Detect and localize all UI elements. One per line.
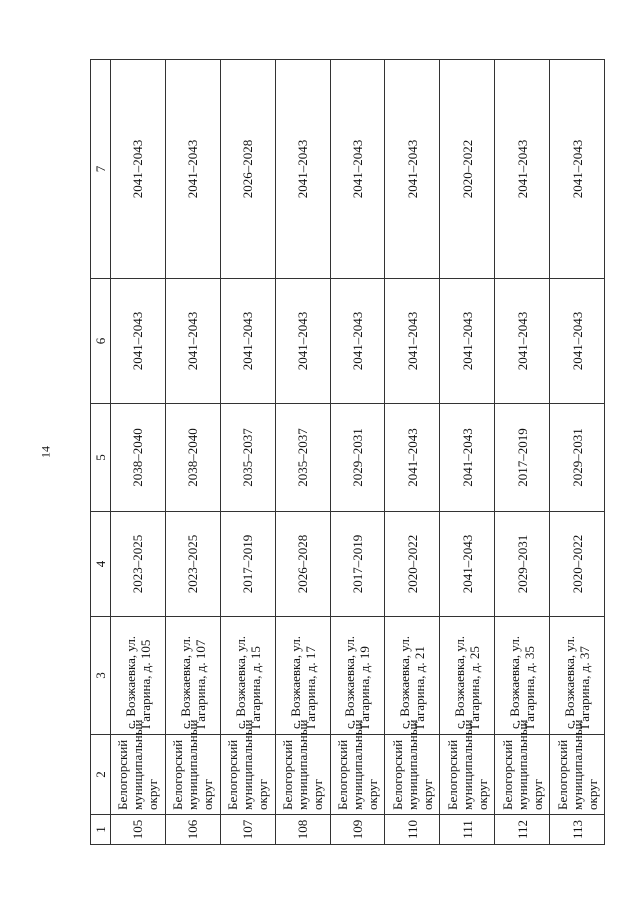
address-cell: с. Возжаевка, ул. Гагарина, д. 19 (330, 617, 385, 735)
row-number: 106 (165, 815, 220, 845)
column-header-2: 2 (91, 735, 111, 815)
row-number: 112 (495, 815, 550, 845)
page-number: 14 (38, 446, 53, 458)
period-col6-cell: 2041–2043 (111, 279, 166, 404)
district-cell: Белогорский муниципальный округ (440, 735, 495, 815)
table-container (90, 60, 605, 845)
column-header-5: 5 (91, 404, 111, 512)
period-col6-cell: 2041–2043 (330, 279, 385, 404)
table-row (275, 60, 330, 845)
address-cell: с. Возжаевка, ул. Гагарина, д. 37 (550, 617, 605, 735)
period-col6-cell: 2041–2043 (495, 279, 550, 404)
row-number: 105 (111, 815, 166, 845)
period-col5-cell: 2038–2040 (165, 404, 220, 512)
period-col4-cell: 2023–2025 (111, 512, 166, 617)
district-cell: Белогорский муниципальный округ (275, 735, 330, 815)
district-cell: Белогорский муниципальный округ (385, 735, 440, 815)
period-col6-cell: 2041–2043 (275, 279, 330, 404)
period-col6-cell: 2041–2043 (385, 279, 440, 404)
period-col6-cell: 2041–2043 (220, 279, 275, 404)
period-col7-cell: 2041–2043 (550, 60, 605, 279)
table-row (440, 60, 495, 845)
period-col6-cell: 2041–2043 (440, 279, 495, 404)
district-cell: Белогорский муниципальный округ (330, 735, 385, 815)
column-header-4: 4 (91, 512, 111, 617)
period-col4-cell: 2017–2019 (220, 512, 275, 617)
period-col5-cell: 2029–2031 (550, 404, 605, 512)
district-cell: Белогорский муниципальный округ (495, 735, 550, 815)
row-number: 109 (330, 815, 385, 845)
period-col4-cell: 2041–2043 (440, 512, 495, 617)
row-number: 113 (550, 815, 605, 845)
period-col4-cell: 2023–2025 (165, 512, 220, 617)
period-col5-cell: 2017–2019 (495, 404, 550, 512)
table-row (111, 60, 166, 845)
period-col7-cell: 2026–2028 (220, 60, 275, 279)
column-header-1: 1 (91, 815, 111, 845)
district-cell: Белогорский муниципальный округ (220, 735, 275, 815)
column-header-7: 7 (91, 60, 111, 279)
period-col4-cell: 2020–2022 (385, 512, 440, 617)
header-row (91, 60, 111, 845)
schedule-table (90, 59, 605, 845)
period-col7-cell: 2041–2043 (330, 60, 385, 279)
period-col5-cell: 2041–2043 (440, 404, 495, 512)
row-number: 110 (385, 815, 440, 845)
table-row (550, 60, 605, 845)
period-col7-cell: 2041–2043 (385, 60, 440, 279)
period-col4-cell: 2029–2031 (495, 512, 550, 617)
period-col4-cell: 2017–2019 (330, 512, 385, 617)
table-row (220, 60, 275, 845)
period-col7-cell: 2041–2043 (111, 60, 166, 279)
period-col5-cell: 2029–2031 (330, 404, 385, 512)
table-row (330, 60, 385, 845)
district-cell: Белогорский муниципальный округ (111, 735, 166, 815)
district-cell: Белогорский муниципальный округ (165, 735, 220, 815)
row-number: 108 (275, 815, 330, 845)
address-cell: с. Возжаевка, ул. Гагарина, д. 15 (220, 617, 275, 735)
period-col6-cell: 2041–2043 (165, 279, 220, 404)
period-col5-cell: 2035–2037 (220, 404, 275, 512)
address-cell: с. Возжаевка, ул. Гагарина, д. 21 (385, 617, 440, 735)
address-cell: с. Возжаевка, ул. Гагарина, д. 107 (165, 617, 220, 735)
table-row (165, 60, 220, 845)
period-col4-cell: 2026–2028 (275, 512, 330, 617)
row-number: 107 (220, 815, 275, 845)
period-col7-cell: 2020–2022 (440, 60, 495, 279)
district-cell: Белогорский муниципальный округ (550, 735, 605, 815)
table-row (495, 60, 550, 845)
column-header-3: 3 (91, 617, 111, 735)
table-row (385, 60, 440, 845)
column-header-6: 6 (91, 279, 111, 404)
period-col4-cell: 2020–2022 (550, 512, 605, 617)
address-cell: с. Возжаевка, ул. Гагарина, д. 35 (495, 617, 550, 735)
period-col5-cell: 2035–2037 (275, 404, 330, 512)
period-col7-cell: 2041–2043 (275, 60, 330, 279)
period-col5-cell: 2038–2040 (111, 404, 166, 512)
period-col6-cell: 2041–2043 (550, 279, 605, 404)
address-cell: с. Возжаевка, ул. Гагарина, д. 105 (111, 617, 166, 735)
period-col5-cell: 2041–2043 (385, 404, 440, 512)
address-cell: с. Возжаевка, ул. Гагарина, д. 25 (440, 617, 495, 735)
period-col7-cell: 2041–2043 (495, 60, 550, 279)
period-col7-cell: 2041–2043 (165, 60, 220, 279)
address-cell: с. Возжаевка, ул. Гагарина, д. 17 (275, 617, 330, 735)
row-number: 111 (440, 815, 495, 845)
